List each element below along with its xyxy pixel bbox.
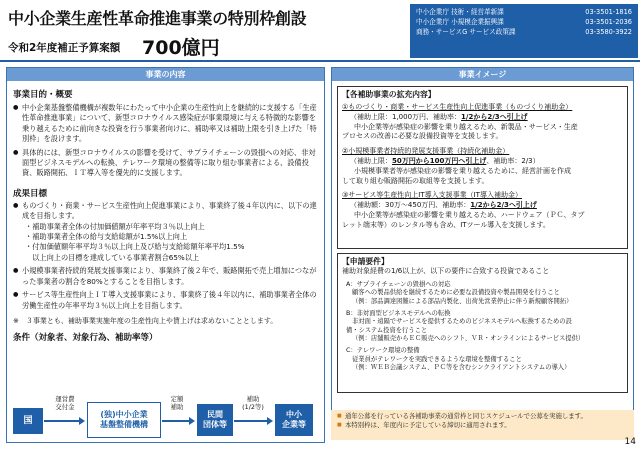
requirements-intro: 補助対象経費の1/6以上が、以下の要件に合致する投資であること: [342, 267, 550, 275]
contact-row: [416, 27, 632, 37]
detail-highlight: 50万円から100万円へ引上げ: [392, 156, 487, 165]
requirement-title: A：サプライチェーンの毀損への対応: [346, 280, 451, 288]
flow-sme: 中小 企業等: [275, 404, 313, 436]
purpose-title: 事業目的・概要: [13, 90, 73, 100]
project-image-panel: [331, 67, 634, 429]
budget-amount: 700億円: [142, 37, 220, 59]
program-desc: 小規模事業者等が感染症の影響を乗り越えるために、経営計画を作成: [354, 166, 571, 175]
program-desc: プロセスの改善に必要な設備投資等を支援します。: [342, 132, 503, 141]
contact-org: 中小企業庁 技術・経営革新課: [416, 8, 504, 16]
requirement-line: 従業員がテレワークを実践できるような環境を整備すること: [352, 355, 522, 363]
requirement-line: 備・システム投資を行うこと: [346, 326, 428, 334]
goal-item: ● ものづくり・商業・サービス生産性向上促進事業により、事業終了後４年以内に、以下の達成を目指します。: [13, 201, 318, 222]
program-desc: レット端末等）のレンタル等も含め、ITツール導入を支援します。: [342, 220, 550, 229]
program-desc: 中小企業等が感染症の影響を乗り越えるため、新製品・サービス・生産: [354, 122, 578, 131]
contact-org: 中小企業庁 小規模企業振興課: [416, 18, 504, 27]
flow-grant-label: 運営費 交付金: [55, 395, 75, 411]
detail-highlight: 1/2から2/3へ引上げ: [461, 112, 528, 121]
purpose-item: ● 具体的には、新型コロナウイルスの影響を受けて、サプライチェーンの毀損への対応、非対面型ビジネスモデルへの転換、テレワーク環境の整備等に取り組む事業者による、設備投資、販路開拓、ＩＴ導入等を優先的に支援します。: [13, 148, 318, 179]
contact-row: [416, 17, 632, 27]
program-name: ①ものづくり・商業・サービス生産性向上促進事業（ものづくり補助金）: [342, 103, 573, 111]
funding-flow: [7, 390, 326, 444]
program-name: ②小規模事業者持続的発展支援事業（持続化補助金）: [342, 147, 510, 156]
flow-country: 国: [13, 408, 43, 434]
requirement-line: （例：ＷＥＢ会議システム、ＰＣ等を含むシンクライアントシステムの導入）: [352, 364, 571, 372]
page-number: 14: [624, 437, 636, 447]
detail-highlight: 1/2から2/3へ引上げ: [470, 201, 537, 210]
project-content-panel: [6, 67, 325, 443]
requirement-title: C：テレワーク環境の整備: [346, 346, 420, 354]
goal-subitem: ・補助事業者全体の付加価値額が年率平均３％以上向上: [25, 221, 205, 231]
contact-tel: 03-3580-3922: [585, 28, 632, 37]
contact-tel: 03-3501-2036: [585, 18, 632, 27]
goal-title: 成果目標: [13, 188, 48, 199]
goal-subitem: ・付加価値額年率平均３％以上向上及び給与支給総額年率平均1.5%: [25, 242, 245, 252]
program-desc: して取り組む販路開拓の取組等を支援します。: [342, 176, 489, 185]
detail-text: （補助上限：1,000万円、補助率：: [350, 112, 462, 121]
program-detail: [342, 201, 623, 211]
requirement-line: （例：店舗販売からＥＣ販売へのシフト、ＶＲ・オンラインによるサービス提供）: [352, 335, 585, 343]
flow-arrow: [162, 420, 190, 422]
flow-arrow: [44, 420, 80, 422]
contact-tel: 03-3501-1816: [585, 8, 632, 16]
requirements-box: [337, 253, 628, 393]
flow-subsidy-label: 補助 (1/2等): [242, 395, 264, 411]
goal-subitem: 以上向上の目標を達成している事業者割合65%以上: [25, 252, 200, 262]
budget-label: 令和2年度補正予算案額: [8, 42, 121, 54]
requirements-title: 【申請要件】: [342, 257, 389, 266]
contact-row: [416, 7, 632, 17]
notice-item: ■ 通年公募を行っている各補助事業の通常枠と同じスケジュールで公募を実施します。: [337, 412, 628, 421]
schedule-notice: [331, 410, 634, 440]
note: ※ ３事業とも、補助事業実施年度の生産性向上や賃上げは求めないこととします。: [13, 316, 278, 325]
panel-title: 事業イメージ: [332, 68, 633, 81]
flow-fixed-label: 定額 補助: [170, 395, 184, 411]
detail-text: （補助上限：: [350, 156, 392, 165]
expansion-title: 【各補助事業の拡充内容】: [342, 90, 436, 99]
program-detail: [342, 113, 623, 123]
detail-text: 、補助率：2/3）: [486, 156, 540, 165]
flow-private: 民間 団体等: [197, 404, 233, 436]
program-name: ③サービス等生産性向上IT導入支援事業（IT導入補助金）: [342, 191, 522, 200]
flow-agency: (独)中小企業 基盤整備機構: [87, 402, 161, 438]
goal-item: ● 小規模事業者持続的発展支援事業により、事業終了後２年で、販路開拓で売上増加につながった事業者の割合を80%とすることを目指します。: [13, 266, 318, 287]
program-desc: 中小企業等が感染症の影響を乗り越えるため、ハードウェア（ＰＣ、タブ: [354, 210, 585, 219]
requirement-line: 顧客への製品供給を継続するために必要な設備投資や製品開発を行うこと: [352, 289, 560, 297]
flow-arrow: [234, 420, 268, 422]
panel-title: 事業の内容: [7, 68, 324, 81]
contact-box: [410, 4, 638, 58]
contact-org: 商務・サービスG サービス政策課: [416, 28, 516, 37]
notice-item: ■ 本特別枠は、年度内に予定している締切に適用されます。: [337, 421, 628, 430]
program-detail: [342, 157, 623, 167]
page-title: 中小企業生産性革命推進事業の特別枠創設: [8, 9, 307, 28]
conditions-title: 条件（対象者、対象行為、補助率等）: [13, 332, 158, 343]
requirement-line: （例：部品調達困難による部品内製化、出荷先営業停止に伴う新規顧客開拓）: [352, 297, 573, 305]
requirement-line: 非対面・遠隔でサービスを提供するためのビジネスモデルへ転換するための設: [352, 318, 572, 326]
expansion-box: [337, 86, 628, 249]
goal-item: ● サービス等生産性向上ＩＴ導入支援事業により、事業終了後４年以内に、補助事業者全体の労働生産性の年率平均３％以上向上を目指します。: [13, 290, 318, 311]
requirement-title: B：非対面型ビジネスモデルへの転換: [346, 309, 451, 317]
header-divider: [0, 60, 640, 62]
purpose-item: ● 中小企業基盤整備機構が複数年にわたって中小企業の生産性向上を継続的に支援する「生産性革命推進事業」について、新型コロナウイルス感染症が事業環境に与える特徴的な影響を乗り越えるために前向きな投資を行う事業者向けに、補助率又は補助上限を引き上げた「特別枠」を設けます。: [13, 103, 318, 145]
detail-text: （補助額：30万～450万円、補助率：: [350, 201, 471, 210]
goal-subitem: ・補助事業者全体の給与支給総額が1.5%以上向上: [25, 232, 188, 242]
